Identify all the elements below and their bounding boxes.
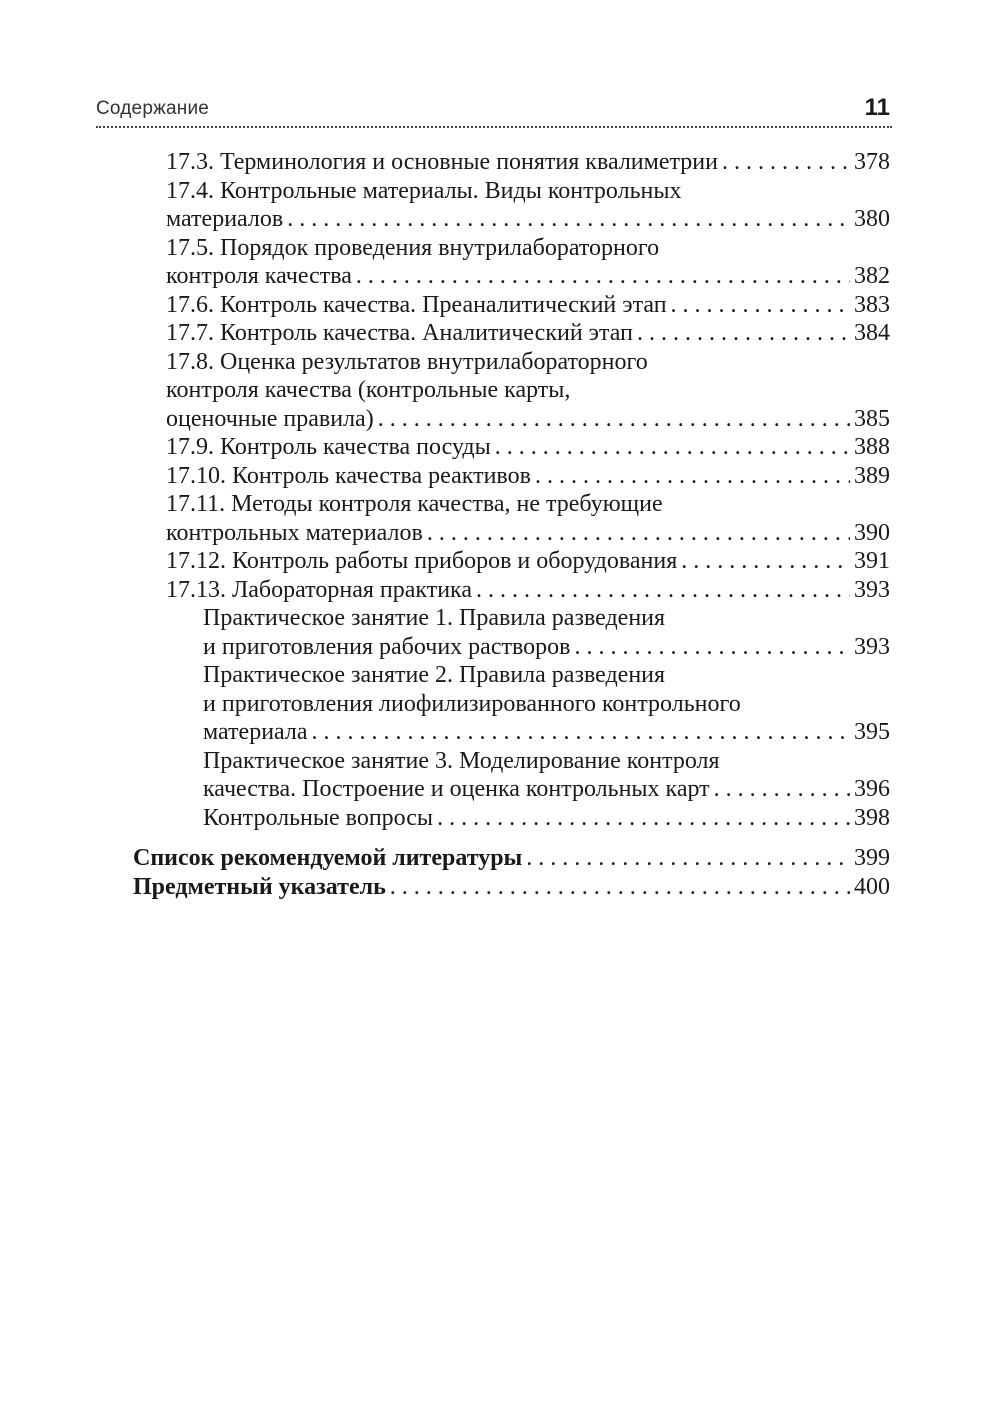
toc-entry-text: 17.12. Контроль работы приборов и оборудования [166, 548, 678, 574]
dot-leader [637, 319, 850, 348]
toc-entry-text: Практическое занятие 2. Правила разведения [203, 662, 666, 688]
toc-entry-text: материала [203, 719, 308, 745]
toc-entry-page: 393 [854, 633, 890, 660]
page-number: 11 [864, 94, 890, 121]
toc-entry-text: контроля качества (контрольные карты, [166, 377, 571, 403]
dot-leader [312, 718, 850, 747]
toc-entry-page: 388 [854, 434, 890, 460]
toc-entry-page: 382 [854, 263, 890, 289]
dot-leader [714, 775, 850, 804]
toc-entry-text: Предметный указатель [133, 873, 386, 900]
dot-leader [574, 633, 850, 662]
toc-entry-text: 17.8. Оценка результатов внутрилабораторного [166, 348, 648, 375]
toc-entry-text: 17.11. Методы контроля качества, не требующие [166, 491, 663, 517]
toc-entry-control-questions[interactable] [133, 804, 890, 833]
toc-entry-page: 396 [854, 776, 890, 802]
toc-entry-17-9[interactable] [133, 433, 890, 462]
table-of-contents [133, 148, 890, 901]
toc-entry-references[interactable] [133, 844, 890, 873]
toc-entry-text: 17.3. Терминология и основные понятия квалиметрии [166, 149, 718, 175]
toc-entry-text: и приготовления лиофилизированного контрольного [203, 690, 741, 717]
toc-entry-practice-1-line2[interactable] [133, 633, 890, 662]
toc-entry-17-11-line2[interactable] [133, 519, 890, 548]
dot-leader [722, 148, 850, 177]
toc-entry-17-8-line1[interactable] [133, 348, 890, 377]
toc-entry-practice-3-line1[interactable] [133, 747, 890, 776]
section-title: Содержание [96, 98, 210, 119]
toc-entry-page: 400 [854, 873, 890, 900]
toc-entry-text: Практическое занятие 1. Правила разведения [203, 605, 666, 631]
toc-entry-practice-2-line3[interactable] [133, 718, 890, 747]
dot-leader [526, 844, 850, 873]
toc-entry-17-6[interactable] [133, 291, 890, 320]
toc-entry-17-8-line2[interactable] [133, 376, 890, 405]
dot-leader [427, 519, 850, 548]
toc-entry-practice-2-line1[interactable] [133, 661, 890, 690]
toc-entry-page: 384 [854, 320, 890, 346]
toc-entry-text: контрольных материалов [166, 519, 423, 546]
toc-entry-17-4-line2[interactable] [133, 205, 890, 234]
dot-leader [390, 873, 850, 902]
dot-leader [535, 462, 850, 491]
toc-entry-17-13[interactable] [133, 576, 890, 605]
toc-entry-text: качества. Построение и оценка контрольных карт [203, 776, 710, 802]
dot-leader [356, 262, 850, 291]
toc-entry-page: 391 [854, 548, 890, 574]
dot-leader [476, 576, 850, 605]
toc-entry-text: контроля качества [166, 263, 352, 289]
toc-entry-17-4-line1[interactable] [133, 177, 890, 206]
toc-entry-text: 17.5. Порядок проведения внутрилабораторного [166, 234, 660, 261]
toc-entry-practice-3-line2[interactable] [133, 775, 890, 804]
toc-entry-17-11-line1[interactable] [133, 490, 890, 519]
toc-entry-17-7[interactable] [133, 319, 890, 348]
toc-entry-17-8-line3[interactable] [133, 405, 890, 434]
toc-entry-page: 395 [854, 719, 890, 745]
toc-entry-17-10[interactable] [133, 462, 890, 491]
toc-entry-page: 378 [854, 149, 890, 175]
toc-entry-text: 17.9. Контроль качества посуды [166, 434, 491, 460]
running-head [96, 92, 892, 128]
toc-entry-text: Практическое занятие 3. Моделирование контроля [203, 747, 720, 774]
dot-leader [671, 291, 850, 320]
toc-entry-text: Контрольные вопросы [203, 804, 434, 831]
toc-entry-text: 17.7. Контроль качества. Аналитический этап [166, 320, 633, 346]
dot-leader [495, 433, 850, 462]
toc-entry-page: 383 [854, 291, 890, 318]
toc-entry-text: 17.4. Контрольные материалы. Виды контрольных [166, 177, 682, 204]
toc-entry-text: оценочные правила) [166, 405, 374, 432]
toc-entry-page: 385 [854, 405, 890, 432]
header-dotted-rule [96, 126, 892, 128]
toc-entry-page: 399 [854, 845, 890, 871]
toc-entry-page: 390 [854, 519, 890, 546]
dot-leader [378, 405, 850, 434]
toc-entry-page: 389 [854, 462, 890, 489]
toc-entry-practice-2-line2[interactable] [133, 690, 890, 719]
toc-entry-subject-index[interactable] [133, 873, 890, 902]
toc-entry-text: материалов [166, 206, 284, 232]
toc-entry-page: 393 [854, 576, 890, 603]
toc-entry-text: Список рекомендуемой литературы [133, 845, 523, 871]
toc-entry-text: 17.6. Контроль качества. Преаналитический этап [166, 291, 667, 318]
toc-entry-page: 398 [854, 804, 890, 831]
toc-entry-text: и приготовления рабочих растворов [203, 633, 571, 660]
toc-entry-17-3[interactable] [133, 148, 890, 177]
dot-leader [681, 547, 850, 576]
toc-entry-17-12[interactable] [133, 547, 890, 576]
toc-entry-practice-1-line1[interactable] [133, 604, 890, 633]
toc-entry-17-5-line1[interactable] [133, 234, 890, 263]
toc-entry-page: 380 [854, 206, 890, 232]
toc-entry-17-5-line2[interactable] [133, 262, 890, 291]
toc-entry-text: 17.13. Лабораторная практика [166, 576, 472, 603]
dot-leader [437, 804, 850, 833]
toc-entry-text: 17.10. Контроль качества реактивов [166, 462, 531, 489]
dot-leader [287, 205, 850, 234]
